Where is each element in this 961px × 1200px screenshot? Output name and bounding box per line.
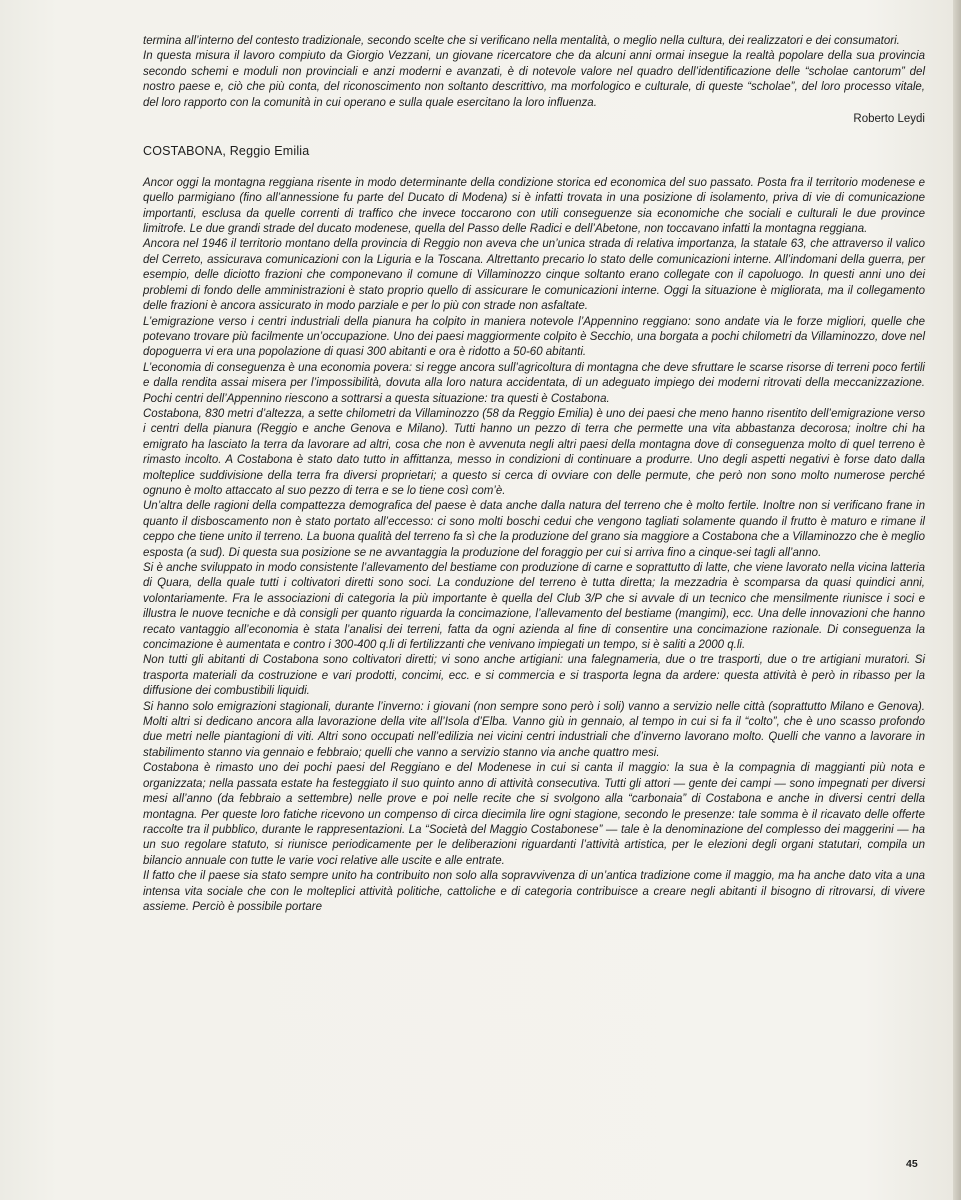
section-heading: COSTABONA, Reggio Emilia (143, 144, 310, 159)
body-paragraph: Un’altra delle ragioni della compattezza demografica del paese è data anche dalla natura del terreno che è molto fertile. Inoltre non si verificano frane in quanto il disboscamento non è stato portato all’eccesso: ci sono molti boschi cedui che vengono tagliati solamente quando il frutto è maturo e rimane il ceppo che tiene unito il terreno. La buona qualità del terreno fa sì che la produzione del grano sia maggiore a Costabona che a Villaminozzo che è meglio esposta (a sud). Di questa sua posizione se ne avvantaggia la produzione del foraggio per cui si arriva fino a cinque-sei tagli all’anno. (143, 500, 925, 559)
body-paragraph: Il fatto che il paese sia stato sempre unito ha contribuito non solo alla sopravvivenza di un’antica tradizione come il maggio, ma ha anche dato vita a una intensa vita sociale che con le molteplici attività politiche, cattoliche e di categoria contribuisce a creare negli abitanti il bisogno di ritrovarsi, di vivere assieme. Perciò è possibile portare (143, 870, 925, 913)
intro-paragraph-1: termina all’interno del contesto tradizionale, secondo scelte che si verificano nella mentalità, o meglio nella cultura, dei realizzatori e dei consumatori. (143, 35, 900, 47)
intro-paragraph-2: In questa misura il lavoro compiuto da Giorgio Vezzani, un giovane ricercatore che da alcuni anni ormai insegue la realtà popolare della sua provincia secondo schemi e moduli non provinciali e anzi moderni e avanzati, è di notevole valore nel quadro dell’identificazione delle “scholae cantorum” del nostro paese e, ciò che più conta, del riconoscimento non soltanto descrittivo, ma morfologico e culturale, di queste “scholae”, del loro processo vitale, del loro rapporto con la comunità in cui operano e sulla quale esercitano la loro influenza. (143, 50, 925, 109)
page-edge (953, 0, 961, 1200)
page-number: 45 (906, 1158, 918, 1170)
body-paragraph: Si hanno solo emigrazioni stagionali, durante l’inverno: i giovani (non sempre sono però i soli) vanno a servizio nelle città (soprattutto Milano e Genova). Molti altri si dedicano ancora alla lavorazione della vite all’Isola d’Elba. Vanno giù in gennaio, al tempo in cui si fa il “colto”, che è uno scasso profondo due metri nelle piantagioni di viti. Altri sono occupati nell’edilizia nei vicini centri industriali che d’inverno lavorano molto. Quelli che vanno a lavorare in stabilimento stanno via gennaio e febbraio; quelli che vanno a servizio stanno via anche quattro mesi. (143, 700, 925, 759)
body-paragraph: Ancor oggi la montagna reggiana risente in modo determinante della condizione storica ed economica del suo passato. Posta fra il territorio modenese e quello parmigiano (fino all’annessione fu parte del Ducato di Modena) si è infatti trovata in una posizione di isolamento, priva di vie di comunicazione importanti, esclusa da quelle correnti di traffico che invece toccarono con utili conseguenze sia economiche che sociali e culturali le due province limitrofe. Le due grandi strade del ducato modenese, quella del Passo delle Radici e dell’Abetone, non toccavano infatti la montagna reggiana. (143, 176, 925, 236)
body-paragraph: Costabona è rimasto uno dei pochi paesi del Reggiano e del Modenese in cui si canta il maggio: la sua è la compagnia di maggianti più nota e organizzata; nella passata estate ha festeggiato il suo quinto anno di attività consecutiva. Tutti gli attori — gente dei campi — sono impegnati per diversi mesi all’anno (da febbraio a settembre) nelle prove e poi nelle recite che si svolgono alla “carbonaia” di Costabona e anche in diversi centri della montagna. Per queste loro fatiche ricevono un compenso di circa diecimila lire ogni stagione, secondo le presenze: tale somma è il ricavato delle offerte raccolte tra il pubblico, durante le rappresentazioni. La “Società del Maggio Costabonese” — tale è la denominazione del complesso dei maggerini — ha un suo regolare statuto, si riunisce periodicamente per le deliberazioni riguardanti l’attività artistica, per le elezioni degli organi statutari, compila un bilancio annuale con tutte le varie voci relative alle uscite e alle entrate. (143, 762, 925, 867)
body-paragraph: Ancora nel 1946 il territorio montano della provincia di Reggio non aveva che un’unica strada di relativa importanza, la statale 63, che attraverso il valico del Cerreto, assicurava comunicazioni con la Liguria e la Toscana. Altrettanto precario lo stato delle comunicazioni interne. All’indomani della guerra, per esempio, delle diciotto frazioni che componevano il comune di Villaminozzo cinque soltanto erano collegate con il capoluogo. In questi anni uno dei problemi di fondo delle amministrazioni è stato proprio quello di assicurare le comunicazioni interne. Oggi la situazione è migliorata, ma il collegamento delle frazioni è ancora assicurato in modo parziale e per lo più con strade non asfaltate. (143, 238, 925, 313)
body-paragraph: L’economia di conseguenza è una economia povera: si regge ancora sull’agricoltura di montagna che deve sfruttare le scarse risorse di terreni poco fertili e dalla rendita assai misera per l’impossibilità, dovuta alla loro natura accidentata, di un adeguato impiego dei moderni ritrovati della meccanizzazione. Pochi centri dell’Appennino riescono a sottrarsi a questa situazione: tra questi è Costabona. (143, 361, 925, 405)
body-paragraph: L’emigrazione verso i centri industriali della pianura ha colpito in maniera notevole l’Appennino reggiano: sono andate via le forze migliori, quelle che potevano trovare più facilmente un’occupazione. Uno dei paesi maggiormente colpito è Secchio, una borgata a pochi chilometri da Villaminozzo, dove nel dopoguerra vi era una popolazione di quasi 300 abitanti e ora è ridotto a 50-60 abitanti. (143, 315, 925, 359)
text-column (143, 34, 925, 915)
body-paragraph: Costabona, 830 metri d’altezza, a sette chilometri da Villaminozzo (58 da Reggio Emilia) è uno dei paesi che meno hanno risentito dell’emigrazione verso i centri della pianura (Reggio e anche Genova e Milano). Tutti hanno un pezzo di terra che permette una vita abbastanza decorosa; inoltre chi ha emigrato ha lasciato la terra da lavorare ad altri, cosa che non è avvenuta negli altri paesi della montagna dove di conseguenza molto di quel terreno è rimasto incolto. A Costabona è stato dato tutto in affittanza, messo in condizioni di continuare a produrre. Uno degli aspetti negativi è forse dato dalla molteplice suddivisione della terra fra diversi proprietari; a questo si cerca di ovviare con delle permute, che però non sono molto numerose perché ognuno è molto attaccato al suo pezzo di terra e se lo tiene così com’è. (143, 407, 925, 497)
body-paragraph: Non tutti gli abitanti di Costabona sono coltivatori diretti; vi sono anche artigiani: una falegnameria, due o tre trasporti, due o tre artigiani muratori. Si trasporta materiali da costruzione e vari prodotti, concimi, ecc. e si commercia e si trasporta legna da ardere: questa attività è però in ribasso per la diffusione dei combustibili liquidi. (143, 654, 925, 698)
author-signature: Roberto Leydi (853, 113, 925, 126)
body-paragraph: Si è anche sviluppato in modo consistente l’allevamento del bestiame con produzione di carne e soprattutto di latte, che viene lavorato nella vicina latteria di Quara, della quale tutti i coltivatori diretti sono soci. La conduzione del terreno è tutta diretta; la mezzadria è scomparsa da quasi quindici anni, volontariamente. Fra le associazioni di categoria la più importante è quella del Club 3/P che si avvale di un tecnico che mensilmente riunisce i soci e illustra le nuove tecniche e dà consigli per quanto riguarda la concimazione, l’allevamento del bestiame (mangimi), ecc. Una delle innovazioni che hanno recato vantaggio all’economia è stata l’analisi dei terreni, fatta da ogni azienda al fine di consentire una concimazione razionale. Di conseguenza la concimazione è aumentata e contro i 300-400 q.li di fertilizzanti che venivano impiegati un tempo, si è saliti a 2000 q.li. (143, 562, 925, 652)
